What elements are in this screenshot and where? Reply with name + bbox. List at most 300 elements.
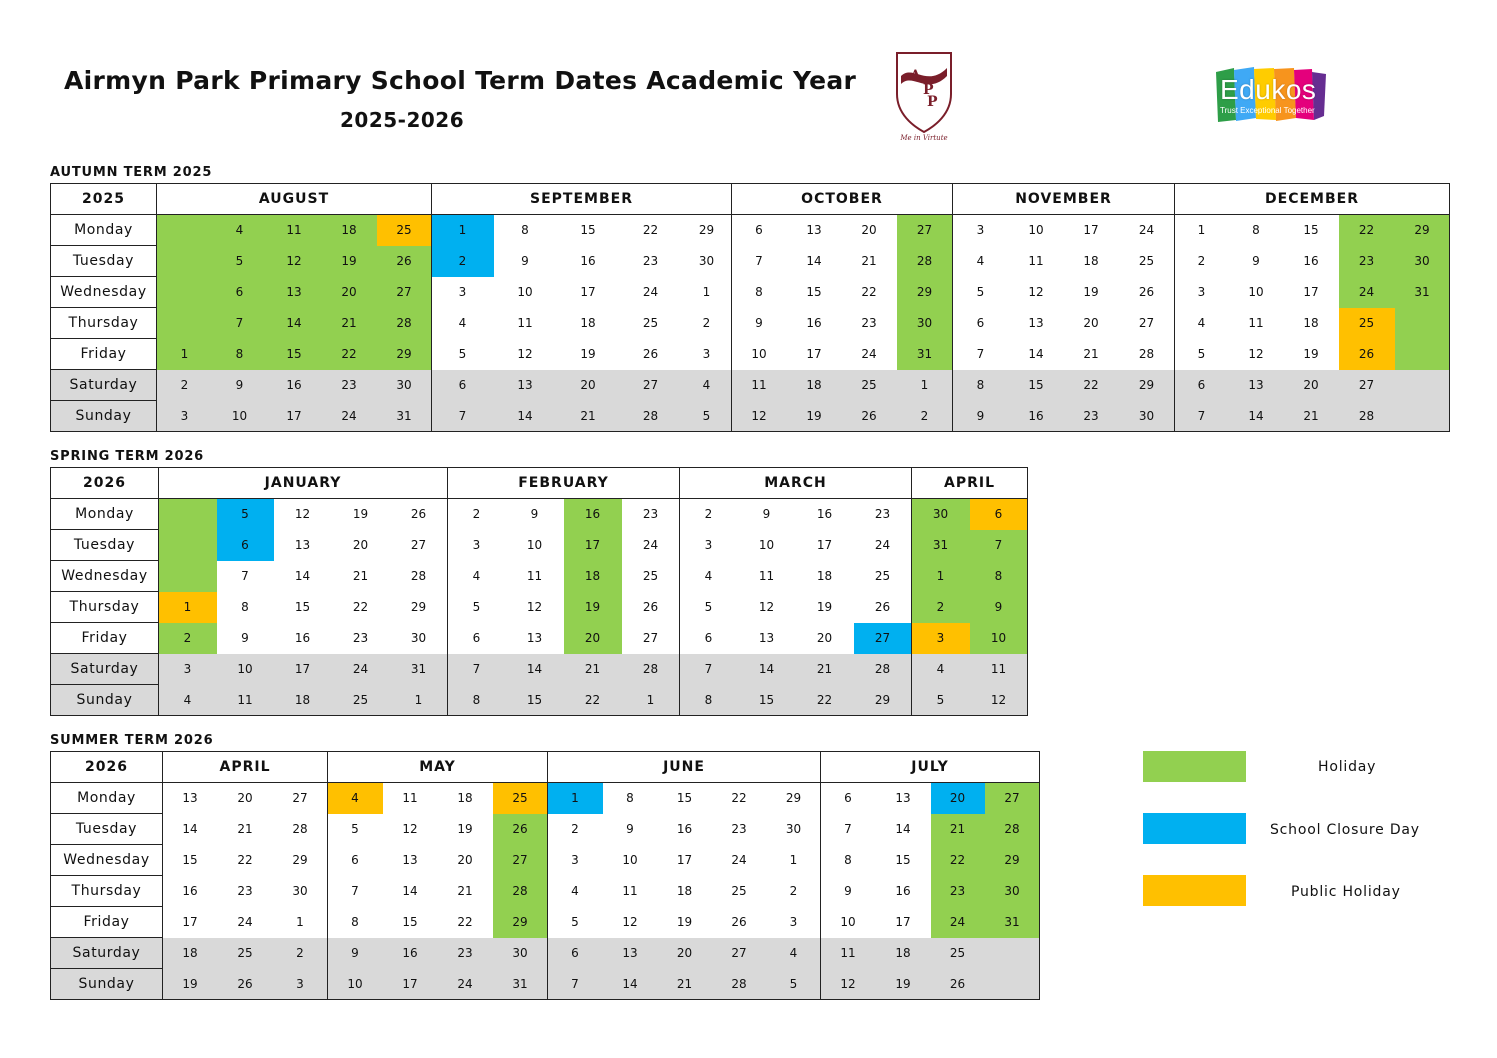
date-cell: 23 [642,254,659,268]
date-cell: 31 [377,401,432,432]
date-cell: 7 [213,308,267,339]
date-cell: 13 [758,631,775,645]
date-cell: 6 [953,308,1009,339]
date-cell: 7 [821,814,876,845]
date-cell: 9 [821,876,876,907]
date-cell: 22 [322,339,377,370]
date-cell: 22 [457,915,473,929]
date-cell [157,308,213,339]
date-cell: 3 [682,339,732,370]
date-cell: 27 [377,277,432,308]
crest-letter-a: A [910,68,921,84]
date-cell: 15 [895,853,911,867]
date-cell: 29 [897,277,953,308]
spring-term-label: SPRING TERM 2026 [50,449,205,464]
date-cell: 24 [322,401,377,432]
date-cell: 20 [457,853,473,867]
date-cell: 24 [1339,277,1395,308]
date-cell: 27 [854,623,912,654]
date-cell: 11 [383,783,438,814]
date-cell: 28 [622,654,680,685]
date-cell: 4 [680,561,738,592]
date-cell: 21 [796,654,854,685]
date-cell: 15 [294,600,311,614]
day-label: Friday [51,907,163,938]
date-cell: 4 [328,783,383,814]
date-cell: 17 [1303,285,1319,299]
month-header-november: NOVEMBER [953,184,1175,215]
date-cell: 24 [622,530,680,561]
date-cell: 2 [159,623,217,654]
date-cell: 4 [548,876,603,907]
date-cell: 12 [821,969,876,1000]
date-cell: 17 [163,907,218,938]
date-cell: 26 [622,592,680,623]
legend-holiday-swatch [1143,751,1246,782]
date-cell: 17 [676,853,693,867]
date-cell: 4 [1175,308,1229,339]
month-header-august: AUGUST [157,184,432,215]
date-cell: 20 [564,623,622,654]
date-cell: 25 [731,884,747,898]
date-cell: 1 [767,845,821,876]
date-cell: 16 [806,316,822,330]
date-cell: 1 [157,339,213,370]
date-cell: 20 [218,783,273,814]
date-cell: 2 [432,246,494,277]
date-cell: 22 [620,215,682,246]
date-cell: 9 [738,499,796,530]
page-subtitle: 2025-2026 [340,108,465,132]
date-cell: 9 [213,370,267,401]
day-label: Thursday [51,308,157,339]
date-cell: 5 [213,246,267,277]
date-cell: 7 [970,530,1028,561]
date-cell: 3 [448,530,506,561]
week-row-wednesday [51,277,1450,308]
month-header-row [51,752,1040,783]
month-header-may: MAY [328,752,548,783]
date-cell: 13 [603,938,658,969]
week-row-monday [51,783,1040,814]
week-row-monday [51,499,1028,530]
date-cell: 28 [390,561,448,592]
date-cell: 31 [897,339,953,370]
date-cell: 1 [912,561,970,592]
date-cell: 14 [267,308,322,339]
date-cell: 27 [1119,308,1175,339]
date-cell: 17 [383,969,438,1000]
date-cell: 18 [163,938,218,969]
date-cell: 21 [557,401,620,432]
date-cell: 16 [564,499,622,530]
week-row-tuesday [51,814,1040,845]
date-cell: 8 [1229,215,1284,246]
day-label: Thursday [51,592,159,623]
date-cell: 13 [267,277,322,308]
date-cell: 29 [682,215,732,246]
day-label: Sunday [51,685,159,716]
date-cell: 10 [517,285,533,299]
date-cell: 26 [642,347,659,361]
date-cell: 11 [970,654,1028,685]
date-cell: 14 [895,822,911,836]
date-cell: 6 [548,938,603,969]
date-cell: 15 [1009,370,1064,401]
date-cell: 13 [494,370,557,401]
date-cell [157,215,213,246]
date-cell: 22 [1064,370,1119,401]
date-cell: 21 [1284,401,1339,432]
autumn-term-calendar [50,183,1450,432]
date-cell: 14 [402,884,418,898]
date-cell: 4 [912,654,970,685]
date-cell: 2 [157,370,213,401]
date-cell: 28 [985,814,1040,845]
date-cell: 12 [1248,347,1264,361]
date-cell: 13 [876,783,931,814]
date-cell: 20 [322,277,377,308]
date-cell: 8 [213,339,267,370]
date-cell: 21 [931,814,985,845]
date-cell: 9 [521,254,529,268]
date-cell: 10 [821,907,876,938]
date-cell: 19 [332,499,390,530]
date-cell: 20 [557,370,620,401]
date-cell: 10 [732,339,787,370]
date-cell: 1 [390,685,448,716]
date-cell: 1 [682,277,732,308]
crest-motto: Me in Virtute [900,134,948,142]
date-cell: 11 [732,370,787,401]
legend-public-holiday-label: Public Holiday [1291,884,1401,900]
date-cell [1395,370,1450,401]
date-cell: 14 [1229,401,1284,432]
date-cell: 16 [383,938,438,969]
date-cell: 11 [622,884,638,898]
day-label: Tuesday [51,814,163,845]
date-cell: 9 [626,822,634,836]
edukos-tagline: Trust Exceptional Together [1220,106,1315,115]
date-cell: 16 [895,884,911,898]
date-cell [1395,308,1450,339]
date-cell: 18 [1303,316,1319,330]
date-cell: 1 [1175,215,1229,246]
date-cell: 4 [767,938,821,969]
date-cell: 9 [732,308,787,339]
date-cell: 13 [294,538,311,552]
day-label: Tuesday [51,530,159,561]
date-cell: 6 [970,499,1028,530]
date-cell: 30 [912,499,970,530]
week-row-thursday [51,308,1450,339]
date-cell: 6 [328,845,383,876]
date-cell: 19 [816,600,833,614]
date-cell: 21 [658,969,712,1000]
date-cell: 30 [897,308,953,339]
date-cell: 12 [1028,285,1044,299]
date-cell: 14 [806,254,822,268]
date-cell: 12 [970,685,1028,716]
day-label: Wednesday [51,561,159,592]
date-cell: 19 [322,246,377,277]
crest-letter-p1: P [923,82,934,98]
date-cell: 20 [352,538,369,552]
date-cell: 21 [352,569,369,583]
date-cell: 3 [767,907,821,938]
date-cell: 18 [438,783,493,814]
date-cell: 23 [622,499,680,530]
date-cell: 5 [680,592,738,623]
date-cell: 28 [1119,339,1175,370]
date-cell: 5 [953,277,1009,308]
date-cell: 11 [758,569,775,583]
date-cell: 23 [854,499,912,530]
spring-term-calendar [50,467,1028,716]
year-cell: 2025 [51,184,157,215]
date-cell: 4 [432,308,494,339]
date-cell: 7 [448,654,506,685]
date-cell: 26 [1339,339,1395,370]
date-cell: 14 [603,969,658,1000]
month-header-row [51,184,1450,215]
crest-letter-p2: P [927,94,938,110]
week-row-thursday [51,592,1028,623]
date-cell: 2 [767,876,821,907]
date-cell: 30 [273,876,328,907]
date-cell: 30 [390,623,448,654]
day-label: Tuesday [51,246,157,277]
date-cell: 19 [564,592,622,623]
date-cell: 27 [493,845,548,876]
date-cell: 4 [953,246,1009,277]
date-cell: 7 [1175,401,1229,432]
date-cell [159,499,217,530]
date-cell: 24 [237,915,253,929]
date-cell: 29 [377,339,432,370]
date-cell: 8 [494,215,557,246]
date-cell: 12 [526,600,543,614]
week-row-wednesday [51,561,1028,592]
date-cell: 20 [1083,316,1099,330]
date-cell: 1 [897,370,953,401]
date-cell: 5 [217,499,274,530]
date-cell: 31 [985,907,1040,938]
day-label: Monday [51,783,163,814]
date-cell: 19 [580,347,596,361]
date-cell: 10 [1009,215,1064,246]
date-cell: 23 [1339,246,1395,277]
date-cell: 10 [328,969,383,1000]
date-cell: 5 [548,907,603,938]
date-cell: 14 [738,654,796,685]
date-cell: 12 [274,499,332,530]
date-cell: 13 [1028,316,1044,330]
date-cell: 16 [580,254,596,268]
date-cell: 23 [438,938,493,969]
date-cell: 3 [680,530,738,561]
date-cell: 11 [517,316,533,330]
date-cell: 23 [237,884,253,898]
date-cell: 29 [493,907,548,938]
date-cell: 17 [806,347,822,361]
date-cell: 9 [241,631,249,645]
date-cell: 5 [1175,339,1229,370]
date-cell: 4 [682,370,732,401]
day-label: Sunday [51,401,157,432]
date-cell: 1 [273,907,328,938]
date-cell: 18 [1083,254,1099,268]
date-cell: 14 [494,401,557,432]
day-label: Monday [51,499,159,530]
date-cell: 7 [953,339,1009,370]
date-cell: 25 [218,938,273,969]
month-header-april: APRIL [163,752,328,783]
date-cell: 6 [213,277,267,308]
date-cell: 10 [758,538,775,552]
date-cell: 21 [564,654,622,685]
day-label: Saturday [51,370,157,401]
date-cell: 30 [1119,401,1175,432]
date-cell: 3 [1175,277,1229,308]
autumn-term-label: AUTUMN TERM 2025 [50,165,213,180]
date-cell [157,246,213,277]
date-cell: 28 [377,308,432,339]
date-cell: 23 [861,316,877,330]
month-header-january: JANUARY [159,468,448,499]
date-cell: 27 [1339,370,1395,401]
date-cell: 13 [526,631,543,645]
date-cell: 3 [548,845,603,876]
month-header-march: MARCH [680,468,912,499]
date-cell: 12 [758,600,775,614]
date-cell: 26 [390,499,448,530]
month-header-october: OCTOBER [732,184,953,215]
date-cell: 20 [931,783,985,814]
date-cell: 29 [767,783,821,814]
date-cell: 15 [506,685,564,716]
date-cell: 19 [787,401,842,432]
date-cell: 19 [676,915,693,929]
page-title: Airmyn Park Primary School Term Dates Academic Year [64,66,857,95]
date-cell: 27 [620,370,682,401]
date-cell: 7 [241,569,249,583]
date-cell: 25 [931,938,985,969]
date-cell: 23 [352,631,369,645]
date-cell: 22 [861,285,877,299]
date-cell: 24 [731,853,747,867]
date-cell: 9 [1252,254,1260,268]
date-cell: 30 [493,938,548,969]
date-cell: 22 [931,845,985,876]
day-label: Saturday [51,654,159,685]
week-row-friday [51,339,1450,370]
date-cell: 2 [1175,246,1229,277]
date-cell: 11 [821,938,876,969]
day-label: Monday [51,215,157,246]
date-cell: 2 [680,499,738,530]
date-cell: 4 [448,561,506,592]
date-cell: 3 [953,215,1009,246]
date-cell: 15 [1284,215,1339,246]
date-cell: 12 [517,347,533,361]
week-row-tuesday [51,246,1450,277]
date-cell: 24 [931,907,985,938]
date-cell: 30 [377,370,432,401]
date-cell: 15 [738,685,796,716]
day-label: Thursday [51,876,163,907]
date-cell: 24 [854,530,912,561]
date-cell: 28 [493,876,548,907]
date-cell: 10 [1248,285,1264,299]
date-cell: 28 [854,654,912,685]
month-header-september: SEPTEMBER [432,184,732,215]
date-cell: 20 [816,631,833,645]
date-cell: 2 [548,814,603,845]
date-cell: 9 [953,401,1009,432]
date-cell: 9 [328,938,383,969]
edukos-trust-logo [1214,66,1328,124]
date-cell: 20 [658,938,712,969]
date-cell: 2 [682,308,732,339]
date-cell: 4 [159,685,217,716]
date-cell: 22 [237,853,253,867]
date-cell: 1 [548,783,603,814]
date-cell: 15 [402,915,418,929]
week-row-friday [51,907,1040,938]
date-cell [985,969,1040,1000]
date-cell: 22 [712,783,767,814]
date-cell [159,530,217,561]
date-cell: 30 [767,814,821,845]
date-cell: 31 [390,654,448,685]
date-cell: 14 [294,569,311,583]
date-cell: 31 [1395,277,1450,308]
month-header-row [51,468,1028,499]
date-cell: 17 [580,285,596,299]
month-header-april: APRIL [912,468,1028,499]
date-cell: 22 [564,685,622,716]
date-cell: 16 [267,370,322,401]
date-cell: 24 [1119,215,1175,246]
date-cell: 25 [854,561,912,592]
date-cell: 5 [432,339,494,370]
date-cell: 16 [163,876,218,907]
date-cell: 31 [493,969,548,1000]
date-cell: 15 [163,845,218,876]
date-cell: 16 [1303,254,1319,268]
date-cell: 1 [159,592,217,623]
day-label: Sunday [51,969,163,1000]
date-cell: 6 [217,530,274,561]
legend-public-holiday-swatch [1143,875,1246,906]
date-cell: 15 [658,783,712,814]
date-cell: 18 [564,561,622,592]
date-cell: 6 [432,370,494,401]
date-cell: 26 [931,969,985,1000]
date-cell [159,561,217,592]
date-cell: 3 [273,969,328,1000]
date-cell: 21 [861,254,877,268]
month-header-december: DECEMBER [1175,184,1450,215]
date-cell: 16 [796,499,854,530]
date-cell [1395,401,1450,432]
date-cell: 5 [448,592,506,623]
date-cell: 14 [1028,347,1044,361]
date-cell: 8 [970,561,1028,592]
week-row-friday [51,623,1028,654]
date-cell: 18 [876,938,931,969]
